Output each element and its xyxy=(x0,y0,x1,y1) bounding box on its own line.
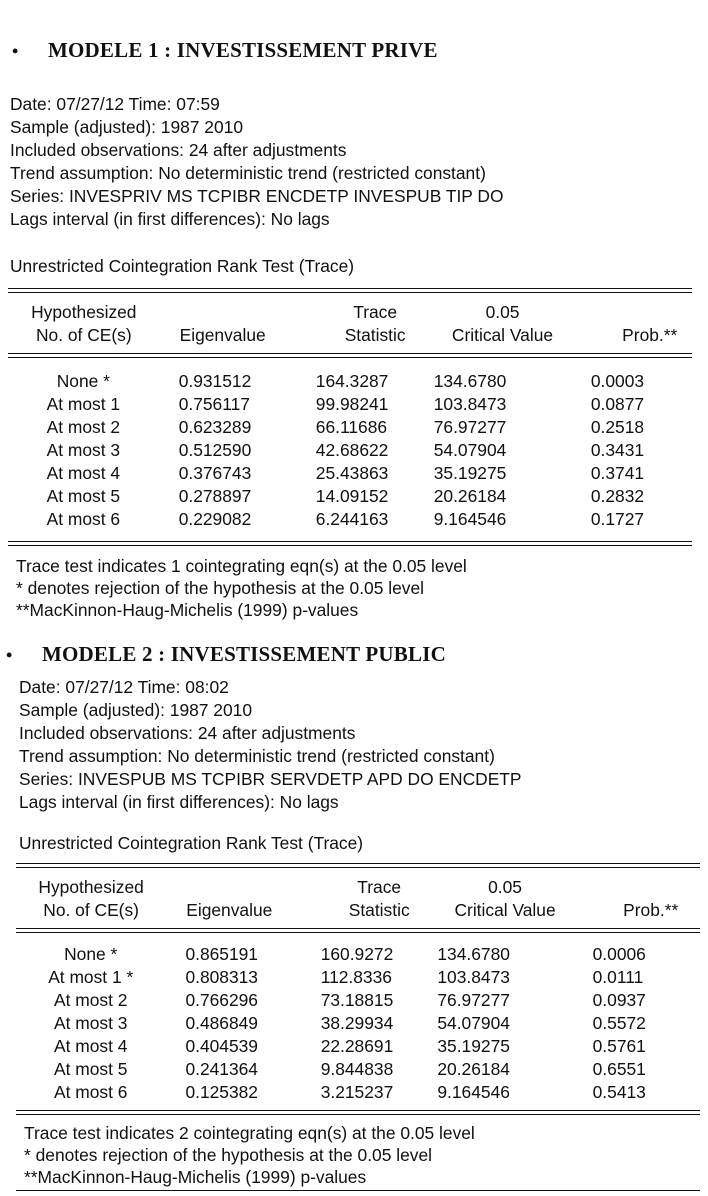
cell: 134.6780 xyxy=(437,944,510,964)
cell: 0.766296 xyxy=(185,990,258,1010)
cell: 0.2832 xyxy=(590,486,645,506)
header-cell: Eigenvalue xyxy=(179,325,266,345)
cell: 76.97277 xyxy=(437,990,510,1010)
cell: 134.6780 xyxy=(433,371,507,391)
header-cell: Statistic xyxy=(344,325,406,345)
cell: At most 5 xyxy=(46,486,121,506)
cell: 20.26184 xyxy=(437,1059,510,1079)
table-row xyxy=(18,1081,708,1104)
meta-trend: Trend assumption: No deterministic trend (restricted constant) xyxy=(10,163,486,183)
model-1-metadata xyxy=(10,93,504,231)
cell: 76.97277 xyxy=(433,417,507,437)
cell: 9.844838 xyxy=(320,1059,394,1079)
note-line: Trace test indicates 2 cointegrating eqn(s) at the 0.05 level xyxy=(24,1123,475,1143)
cell: 0.0111 xyxy=(592,967,644,987)
meta-sample: Sample (adjusted): 1987 2010 xyxy=(19,700,252,720)
meta-trend: Trend assumption: No deterministic trend (restricted constant) xyxy=(19,746,495,766)
meta-date: Date: 07/27/12 Time: 08:02 xyxy=(19,677,229,697)
cell: 0.931512 xyxy=(178,371,252,391)
header-cell: Statistic xyxy=(348,900,410,920)
cell: 0.278897 xyxy=(178,486,252,506)
cell: 9.164546 xyxy=(433,509,507,529)
cell: 160.9272 xyxy=(320,944,394,964)
model-2-metadata xyxy=(19,676,522,814)
table-row xyxy=(10,393,708,416)
meta-date: Date: 07/27/12 Time: 07:59 xyxy=(10,94,220,114)
cell: 164.3287 xyxy=(315,371,389,391)
table-row xyxy=(10,416,708,439)
cell: At most 3 xyxy=(53,1013,128,1033)
cell: 0.512590 xyxy=(178,440,252,460)
cell: 0.0877 xyxy=(590,394,645,414)
note-line: Trace test indicates 1 cointegrating eqn(s) at the 0.05 level xyxy=(16,556,467,576)
cell: 54.07904 xyxy=(433,440,507,460)
model-2-heading: • MODELE 2 : INVESTISSEMENT PUBLIC xyxy=(6,642,446,666)
model-1-heading: • MODELE 1 : INVESTISSEMENT PRIVE xyxy=(12,38,438,62)
table-row xyxy=(18,943,708,966)
header-cell xyxy=(571,301,708,324)
model-1-notes xyxy=(16,555,467,621)
table-row xyxy=(18,1035,708,1058)
cell: 0.623289 xyxy=(178,417,252,437)
meta-lags: Lags interval (in first differences): No lags xyxy=(19,792,339,812)
cell: At most 3 xyxy=(46,440,121,460)
header-cell xyxy=(573,876,708,899)
cell: 103.8473 xyxy=(437,967,510,987)
header-cell: No. of CE(s) xyxy=(35,325,132,345)
cell: 42.68622 xyxy=(315,440,389,460)
cell: 0.6551 xyxy=(592,1059,646,1079)
cell: At most 6 xyxy=(53,1082,128,1102)
cell: 0.5761 xyxy=(592,1036,646,1056)
table-bottom-rule xyxy=(16,1110,700,1111)
cell: At most 2 xyxy=(53,990,128,1010)
cell: 0.404539 xyxy=(185,1036,258,1056)
cell: At most 2 xyxy=(46,417,121,437)
cell: 0.376743 xyxy=(178,463,252,483)
meta-observations: Included observations: 24 after adjustments xyxy=(19,723,356,743)
cell: 22.28691 xyxy=(320,1036,394,1056)
table-top-rule xyxy=(8,288,692,289)
header-cell xyxy=(158,301,317,324)
cell: At most 1 * xyxy=(48,967,134,987)
header-cell xyxy=(164,876,321,899)
model-2-results-table xyxy=(18,876,708,922)
meta-observations: Included observations: 24 after adjustments xyxy=(10,140,347,160)
cell: 0.125382 xyxy=(185,1082,258,1102)
table-top-rule-2 xyxy=(16,867,700,868)
model-2-notes xyxy=(24,1122,475,1188)
table-row xyxy=(18,1058,708,1081)
table-top-rule xyxy=(16,863,700,864)
page-bottom-rule xyxy=(16,1190,700,1191)
cell: 0.229082 xyxy=(178,509,252,529)
header-cell: Hypothesized xyxy=(38,877,144,897)
cell: At most 5 xyxy=(53,1059,128,1079)
note-line: **MacKinnon-Haug-Michelis (1999) p-values xyxy=(16,600,359,620)
cell: 103.8473 xyxy=(433,394,507,414)
cell: 38.29934 xyxy=(320,1013,394,1033)
table-bottom-rule-2 xyxy=(16,1114,700,1115)
table-row xyxy=(10,485,708,508)
meta-series: Series: INVESPUB MS TCPIBR SERVDETP APD DO ENCDETP xyxy=(19,769,522,789)
meta-lags: Lags interval (in first differences): No lags xyxy=(10,209,330,229)
table-row xyxy=(10,370,708,393)
table-row xyxy=(18,1012,708,1035)
bullet-icon: • xyxy=(6,645,13,665)
model-1-results-table xyxy=(10,301,708,347)
cell: 0.0006 xyxy=(592,944,646,964)
cell: 0.1727 xyxy=(590,509,645,529)
header-cell: Eigenvalue xyxy=(186,900,273,920)
cell: 54.07904 xyxy=(437,1013,510,1033)
cell: 35.19275 xyxy=(433,463,507,483)
cell: 0.5572 xyxy=(592,1013,646,1033)
cell: 14.09152 xyxy=(315,486,389,506)
header-bottom-rule-2 xyxy=(8,357,692,358)
table-header-row xyxy=(10,324,708,347)
meta-series: Series: INVESPRIV MS TCPIBR ENCDETP INVESPUB TIP DO xyxy=(10,186,504,206)
cell: 3.215237 xyxy=(320,1082,394,1102)
meta-sample: Sample (adjusted): 1987 2010 xyxy=(10,117,243,137)
cell: 99.98241 xyxy=(315,394,389,414)
bullet-icon: • xyxy=(12,41,19,61)
model-1-results-body xyxy=(10,370,708,531)
header-bottom-rule xyxy=(16,928,700,929)
header-cell: Critical Value xyxy=(451,325,554,345)
cell: 0.0003 xyxy=(590,371,645,391)
table-row xyxy=(18,989,708,1012)
header-bottom-rule-2 xyxy=(16,932,700,933)
table-header-row xyxy=(18,876,708,899)
cell: 0.486849 xyxy=(185,1013,258,1033)
table-header-row xyxy=(10,301,708,324)
header-cell: Trace xyxy=(357,877,402,897)
model-2-results-body xyxy=(18,943,708,1104)
cell: 0.756117 xyxy=(178,394,250,414)
cell: 66.11686 xyxy=(315,417,388,437)
table-row xyxy=(10,439,708,462)
note-line: * denotes rejection of the hypothesis at the 0.05 level xyxy=(16,578,424,598)
model-2-test-title: Unrestricted Cointegration Rank Test (Trace) xyxy=(19,833,364,853)
header-cell: Trace xyxy=(353,302,398,322)
header-cell: Prob.** xyxy=(623,900,679,920)
table-row xyxy=(18,966,708,989)
cell: None * xyxy=(56,371,110,391)
cell: 0.808313 xyxy=(185,967,258,987)
cell: 0.0937 xyxy=(592,990,646,1010)
header-cell: Prob.** xyxy=(622,325,678,345)
cell: At most 4 xyxy=(46,463,121,483)
cell: At most 6 xyxy=(46,509,121,529)
model-1-test-title: Unrestricted Cointegration Rank Test (Trace) xyxy=(10,256,355,276)
table-header-row xyxy=(18,899,708,922)
header-cell: No. of CE(s) xyxy=(43,900,139,920)
cell: None * xyxy=(64,944,118,964)
cell: 0.5413 xyxy=(592,1082,646,1102)
cell: 0.241364 xyxy=(185,1059,258,1079)
header-cell: Hypothesized xyxy=(31,302,137,322)
table-row xyxy=(10,508,708,531)
cell: 0.865191 xyxy=(185,944,258,964)
cell: 6.244163 xyxy=(315,509,389,529)
cell: 20.26184 xyxy=(433,486,507,506)
header-cell: 0.05 xyxy=(485,302,520,322)
cell: 25.43863 xyxy=(315,463,389,483)
table-top-rule-2 xyxy=(8,292,692,293)
header-bottom-rule xyxy=(8,353,692,354)
header-cell: 0.05 xyxy=(488,877,522,897)
cell: 0.3431 xyxy=(590,440,645,460)
cell: 0.2518 xyxy=(590,417,645,437)
cell: 9.164546 xyxy=(437,1082,510,1102)
cell: 73.18815 xyxy=(320,990,394,1010)
table-bottom-rule-2 xyxy=(8,545,692,546)
cell: 112.8336 xyxy=(320,967,392,987)
header-cell: Critical Value xyxy=(454,900,556,920)
table-row xyxy=(10,462,708,485)
cell: 35.19275 xyxy=(437,1036,510,1056)
cell: At most 1 xyxy=(46,394,121,414)
table-bottom-rule xyxy=(8,541,692,542)
note-line: * denotes rejection of the hypothesis at the 0.05 level xyxy=(24,1145,432,1165)
cell: At most 4 xyxy=(53,1036,128,1056)
note-line: **MacKinnon-Haug-Michelis (1999) p-values xyxy=(24,1167,367,1187)
cell: 0.3741 xyxy=(590,463,645,483)
